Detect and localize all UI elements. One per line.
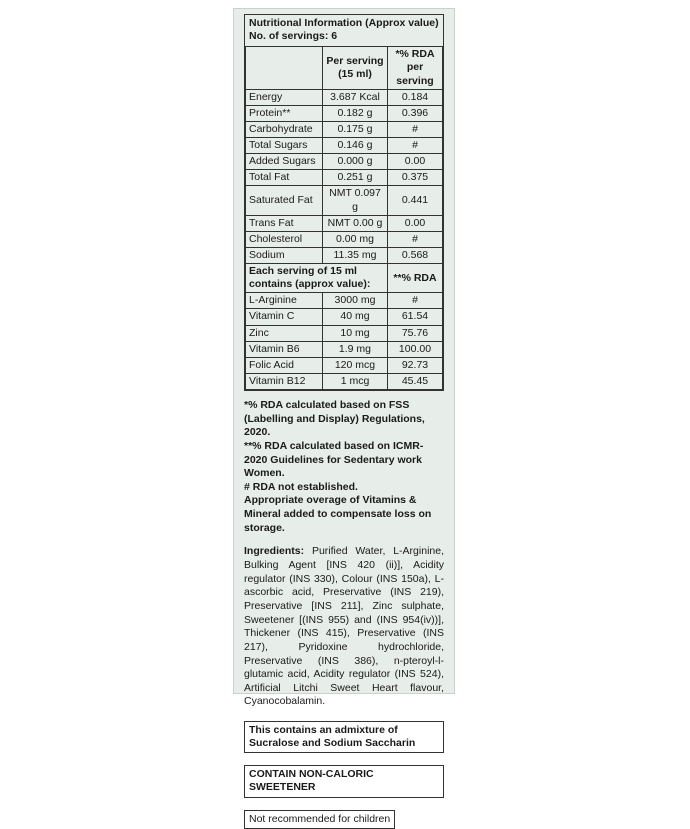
table-row	[246, 186, 443, 215]
nutrient-amount: 1.9 mg	[323, 341, 388, 357]
nutrient-amount: 3.687 Kcal	[323, 89, 388, 105]
nutrient-amount: 120 mcg	[323, 357, 388, 373]
table2-heading: Each serving of 15 ml contains (approx value):	[246, 264, 388, 293]
nutrient-name: Vitamin B12	[246, 373, 323, 389]
nutrient-amount: 11.35 mg	[323, 247, 388, 263]
ingredients-block	[244, 545, 444, 709]
nutrient-rda: 75.76	[387, 325, 442, 341]
nutrient-name: Protein**	[246, 105, 323, 121]
table-row	[246, 138, 443, 154]
nutrient-name: Saturated Fat	[246, 186, 323, 215]
non-caloric-box: CONTAIN NON-CALORIC SWEETENER	[244, 765, 444, 797]
nutrient-name: Vitamin C	[246, 309, 323, 325]
nutrition-title: Nutritional Information (Approx value)	[249, 17, 439, 29]
nutrient-rda: #	[387, 138, 442, 154]
table-row	[246, 357, 443, 373]
table-header-row	[246, 47, 443, 89]
nutrient-rda: 0.00	[387, 215, 442, 231]
nutrient-amount: 0.182 g	[323, 105, 388, 121]
nutrient-rda: 0.184	[387, 89, 442, 105]
nutrient-name: Vitamin B6	[246, 341, 323, 357]
nutrient-name: Sodium	[246, 247, 323, 263]
nutrient-name: Total Sugars	[246, 138, 323, 154]
nutrient-rda: 0.568	[387, 247, 442, 263]
table-row	[246, 373, 443, 389]
nutrient-rda: 0.00	[387, 154, 442, 170]
nutrient-amount: 0.175 g	[323, 121, 388, 137]
nutrient-amount: 40 mg	[323, 309, 388, 325]
nutrient-rda: 61.54	[387, 309, 442, 325]
col-rda: *% RDA per serving	[387, 47, 442, 89]
table-row	[246, 154, 443, 170]
nutrient-rda: 0.396	[387, 105, 442, 121]
nutrient-amount: 0.146 g	[323, 138, 388, 154]
nutrient-name: Zinc	[246, 325, 323, 341]
nutrient-rda: 92.73	[387, 357, 442, 373]
nutrient-name: Trans Fat	[246, 215, 323, 231]
table-row	[246, 89, 443, 105]
table-row	[246, 215, 443, 231]
table-row	[246, 231, 443, 247]
table2-col-rda: **% RDA	[387, 264, 442, 293]
nutrient-rda: 100.00	[387, 341, 442, 357]
note: *% RDA calculated based on FSS (Labelling and Display) Regulations, 2020.	[244, 399, 425, 439]
nutrient-rda: #	[387, 121, 442, 137]
table-row	[246, 170, 443, 186]
table-row	[246, 325, 443, 341]
nutrient-name: Added Sugars	[246, 154, 323, 170]
table-row	[246, 309, 443, 325]
nutrient-rda: 45.45	[387, 373, 442, 389]
table-row	[246, 293, 443, 309]
children-warning-box: Not recommended for children	[244, 810, 395, 829]
nutrient-amount: 10 mg	[323, 325, 388, 341]
ingredients-text: Purified Water, L-Arginine, Bulking Agent [INS 420 (ii)], Acidity regulator (INS 330), Colour (INS 150a), L-ascorbic acid, Preservative (INS 219), Preservative [INS 211], Zinc sulphate, Sweetener [(INS 955) and (INS 954(iv))], Thickener (INS 415), Preservative (INS 217), Pyridoxine hydrochloride, Preservative (INS 386), n-pteroyl-l-glutamic acid, Acidity regulator (INS 524), Artificial Litchi Sweet Heart flavour, Cyanocobalamin.	[244, 545, 444, 708]
nutrient-rda: #	[387, 293, 442, 309]
nutrient-name: Total Fat	[246, 170, 323, 186]
note: Appropriate overage of Vitamins & Mineral added to compensate loss on storage.	[244, 494, 432, 534]
nutrient-rda: 0.441	[387, 186, 442, 215]
col-per-serving: Per serving (15 ml)	[323, 47, 388, 89]
nutrition-box	[244, 14, 444, 391]
table2-header-row	[246, 264, 443, 293]
nutrient-amount: NMT 0.097 g	[323, 186, 388, 215]
nutrient-name: Folic Acid	[246, 357, 323, 373]
nutrient-name: Carbohydrate	[246, 121, 323, 137]
nutrient-amount: 0.000 g	[323, 154, 388, 170]
nutrient-amount: 1 mcg	[323, 373, 388, 389]
nutrition-table	[245, 46, 443, 390]
nutrient-amount: 3000 mg	[323, 293, 388, 309]
nutrient-name: L-Arginine	[246, 293, 323, 309]
servings-count: No. of servings: 6	[249, 30, 338, 43]
note: # RDA not established.	[244, 480, 358, 493]
sweetener-admixture-box: This contains an admixture of Sucralose and Sodium Saccharin	[244, 721, 444, 753]
nutrient-name: Cholesterol	[246, 231, 323, 247]
table-row	[246, 247, 443, 263]
table-row	[246, 105, 443, 121]
ingredients-label: Ingredients:	[244, 545, 305, 558]
table-row	[246, 341, 443, 357]
rda-notes	[244, 399, 444, 535]
nutrient-amount: 0.00 mg	[323, 231, 388, 247]
note: **% RDA calculated based on ICMR-2020 Guidelines for Sedentary work Women.	[244, 439, 424, 480]
nutrient-name: Energy	[246, 89, 323, 105]
label-content	[244, 14, 444, 829]
nutrient-amount: 0.251 g	[323, 170, 388, 186]
nutrient-amount: NMT 0.00 g	[323, 215, 388, 231]
nutrient-rda: #	[387, 231, 442, 247]
nutrient-rda: 0.375	[387, 170, 442, 186]
table-row	[246, 121, 443, 137]
